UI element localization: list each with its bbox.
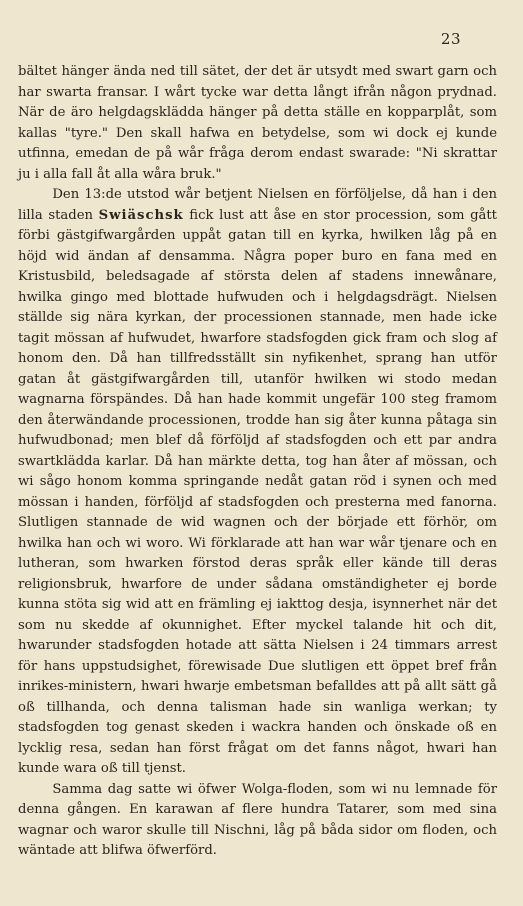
paragraph-2-text-after: fick lust att åse en stor procession, som gått förbi gästgifwargården uppåt gatan till en kyrka, hwilken låg på en höjd wid ändan af densamma. Några poper buro en fana med en Kristusbild, beledsagade af största delen af stadens innewånare, hwilka gingo med blottade hufwuden och i helgdagsdrägt. Nielsen ställde sig nära kyrkan, der processionen stannade, men hade icke tagit mössan af hufwudet, hwarfore stadsfogden gick fram och slog af honom den. Då han tillfredsställt sin nyfikenhet, sprang han utför gatan åt gästgifwargården till, utanför hwilken wi stodo medan wagnarna förspändes. Då han hade kommit ungefär 100 steg framom den återwändande processionen, trodde han sig åter kunna påtaga sin hufwudbonad; men blef då förföljd af stadsfogden och ett par andra swartklädda karlar. Då han märkte detta, tog han åter af mössan, och wi sågo honom komma springande nedåt gatan röd i synen och med mössan i handen, förföljd af stadsfogden och presterna med fanorna. Slutligen stannade de wid wagnen och der började ett förhör, om hwilka han och wi woro. Wi förklarade att han war wår tjenare och en lutheran, som hwarken förstod deras språk eller kände till deras religionsbruk, hwarfore de under sådana omständigheter ej borde kunna stöta sig wid att en främling ej iakttog desja, isynnerhet när det som nu skedde af okunnighet. Efter myckel talande hit och dit, hwarunder stadsfogden hotade att sätta Nielsen i 24 timmars arrest för hans uppstudsighet, förewisade Due slutligen ett öppet bref från inrikes-ministern, hwari hwarje embetsman befalldes att på allt sätt gå oß tillhanda, och denna talisman hade sin wanliga werkan; ty stadsfogden tog genast skeden i wackra handen och önskade oß en lycklig resa, sedan han först frågat om det fanns något, hwari han kunde wara oß till tjenst. <box>18 207 497 776</box>
paragraph-3: Samma dag satte wi öfwer Wolga-floden, som wi nu lemnade för denna gången. En karawan af flere hundra Tatarer, som med sina wagnar och waror skulle till Nischni, låg på båda sidor om floden, och wäntade att blifwa öfwerförd. <box>18 781 497 858</box>
paragraph-1: bältet hänger ända ned till sätet, der det är utsydt med swart garn och har swarta fransar. I wårt tycke war detta långt ifrån någon prydnad. När de äro helgdagsklädda hänger på detta ställe en kopparplåt, som kallas "tyre." Den skall hafwa en betydelse, som wi dock ej kunde utfinna, emedan de på wår fråga derom endast swarade: "Ni skrattar ju i alla fall åt alla wåra bruk." <box>18 64 497 182</box>
page-number: 23 <box>440 30 461 48</box>
paragraph-2-text-before: Den 13:de utstod wår betjent Nielsen en förföljelse, då han i den lilla staden <box>18 187 497 223</box>
body-text <box>18 62 497 862</box>
place-name-emphasis: Swiäschsk <box>98 207 184 223</box>
paragraph-2 <box>18 185 497 780</box>
